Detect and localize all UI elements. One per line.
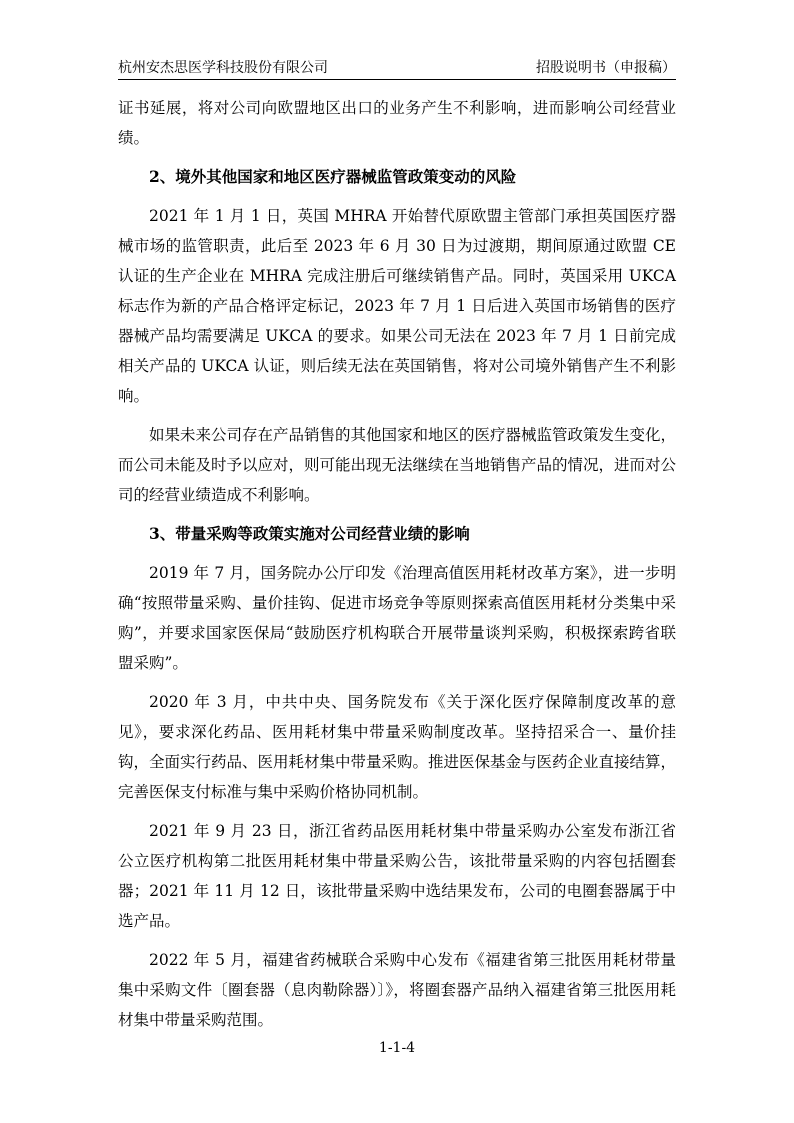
paragraph-zhejiang-procurement: 2021 年 9 月 23 日，浙江省药品医用耗材集中带量采购办公室发布浙江省公立医疗机构第二批医用耗材集中带量采购公告，该批带量采购的内容包括圈套器；2021 年 11 月 12 日，该批带量采购中选结果发布，公司的电圈套器属于中选产品。	[118, 822, 676, 930]
header-company-name: 杭州安杰思医学科技股份有限公司	[118, 60, 328, 76]
document-body	[118, 93, 676, 1044]
paragraph-continued: 证书延展，将对公司向欧盟地区出口的业务产生不利影响，进而影响公司经营业绩。	[118, 99, 676, 147]
header-document-type: 招股说明书（申报稿）	[536, 60, 676, 76]
section-heading-2: 2、境外其他国家和地区医疗器械监管政策变动的风险	[149, 167, 517, 186]
paragraph-fujian-procurement: 2022 年 5 月，福建省药械联合采购中心发布《福建省第三批医用耗材带量集中采购文件〔圈套器（息肉勒除器）〕》，将圈套器产品纳入福建省第三批医用耗材集中带量采购范围。	[118, 951, 676, 1029]
section-heading-3: 3、带量采购等政策实施对公司经营业绩的影响	[149, 524, 470, 543]
paragraph-other-countries: 如果未来公司存在产品销售的其他国家和地区的医疗器械监管政策发生变化，而公司未能及时予以应对，则可能出现无法继续在当地销售产品的情况，进而对公司的经营业绩造成不利影响。	[118, 426, 677, 504]
paragraph-uk-mhra: 2021 年 1 月 1 日，英国 MHRA 开始替代原欧盟主管部门承担英国医疗器械市场的监管职责，此后至 2023 年 6 月 30 日为过渡期，期间原通过欧盟 CE 认证的生产企业在 MHRA 完成注册后可继续销售产品。同时，英国采用 UKCA 标志作为新的产品合格评定标记，2023 年 7 月 1 日后进入英国市场销售的医疗器械产品均需要满足 UKCA 的要求。如果公司无法在 2023 年 7 月 1 日前完成相关产品的 UKCA 认证，则后续无法在英国销售，将对公司境外销售产生不利影响。	[118, 207, 676, 405]
paragraph-2020-policy: 2020 年 3 月，中共中央、国务院发布《关于深化医疗保障制度改革的意见》，要求深化药品、医用耗材集中带量采购制度改革。坚持招采合一、量价挂钩，全面实行药品、医用耗材集中带量采购。推进医保基金与医药企业直接结算，完善医保支付标准与集中采购价格协同机制。	[118, 693, 677, 801]
page-number: 1-1-4	[378, 1040, 416, 1056]
paragraph-2019-policy: 2019 年 7 月，国务院办公厅印发《治理高值医用耗材改革方案》，进一步明确“按照带量采购、量价挂钩、促进市场竞争等原则探索高值医用耗材分类集中采购”，并要求国家医保局“鼓励医疗机构联合开展带量谈判采购，积极探索跨省联盟采购”。	[118, 564, 676, 672]
page-header	[118, 55, 676, 80]
